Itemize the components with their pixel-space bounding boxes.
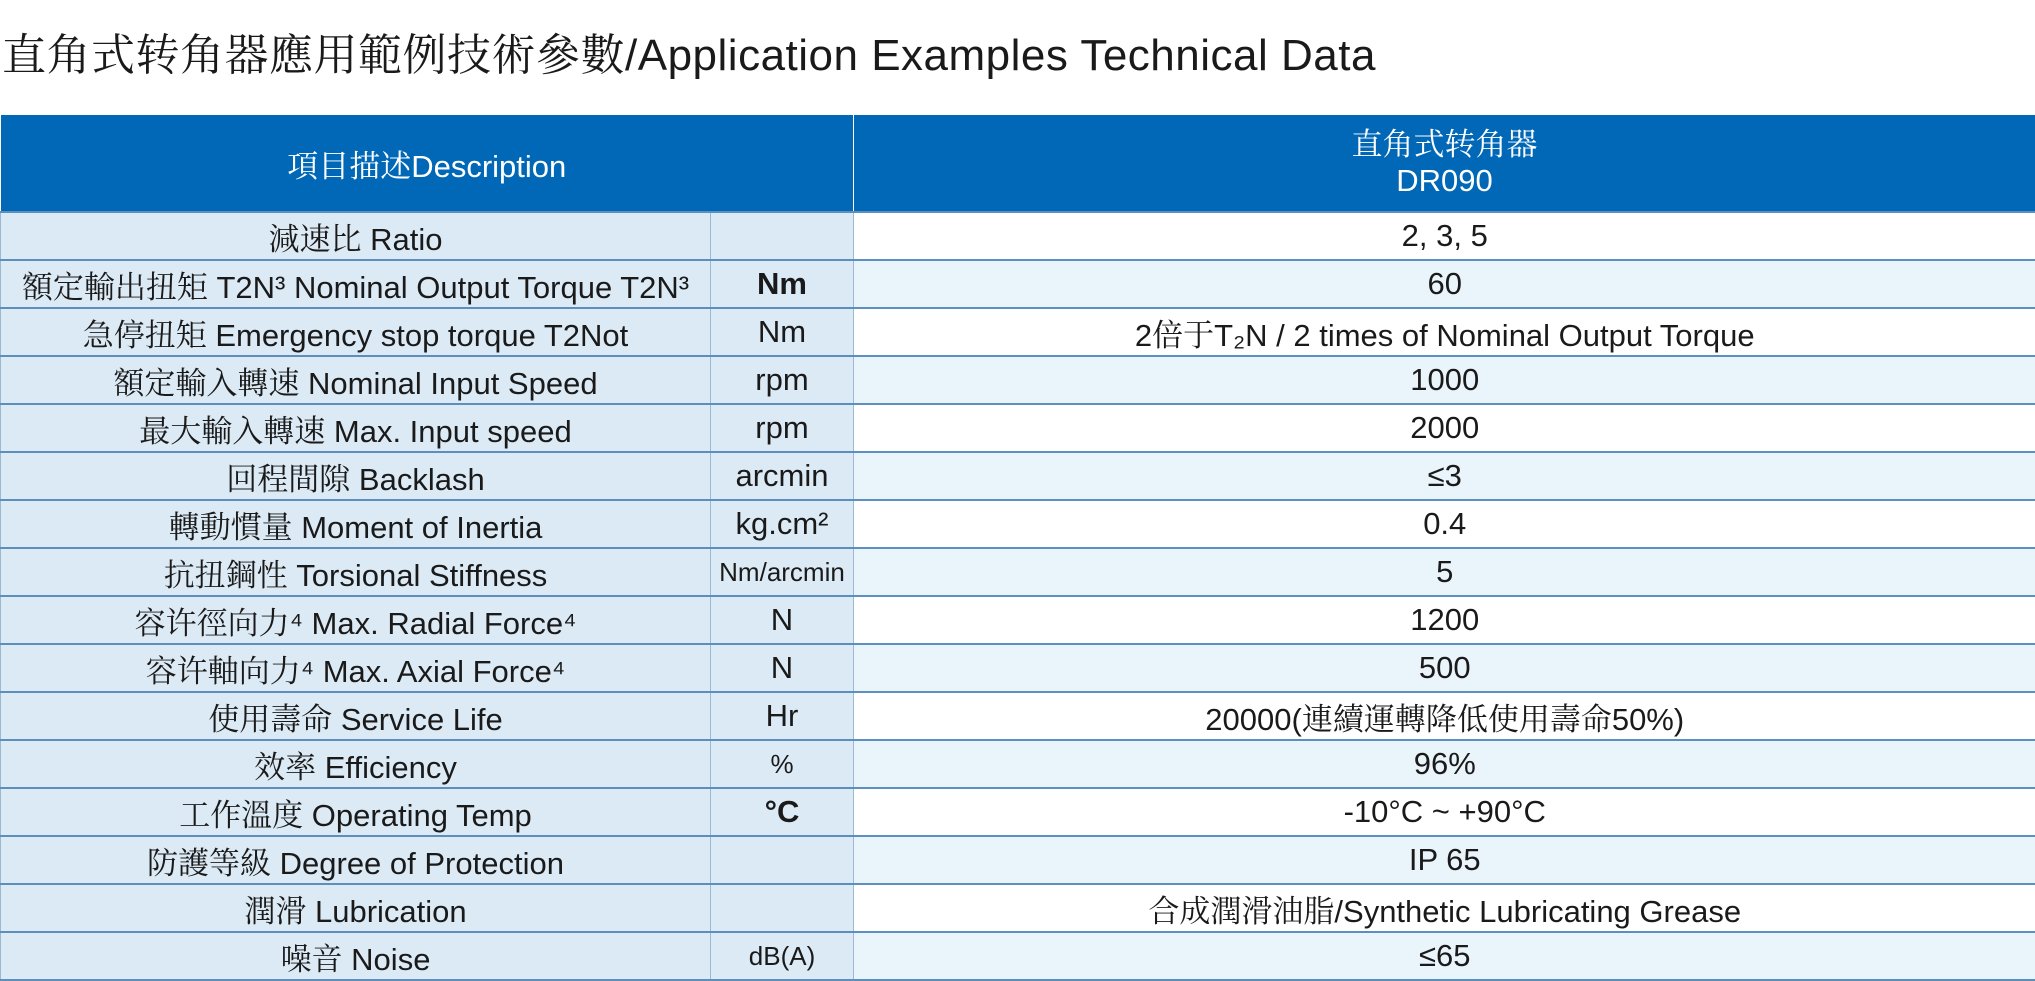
table-row (1, 308, 2035, 356)
row-description: 防護等級 Degree of Protection (1, 836, 711, 884)
row-unit: Hr (711, 692, 854, 740)
table-row (1, 212, 2035, 260)
row-value: 96% (854, 740, 2035, 788)
row-unit: rpm (711, 404, 854, 452)
table-row (1, 788, 2035, 836)
row-value: -10°C ~ +90°C (854, 788, 2035, 836)
row-description: 容许軸向力⁴ Max. Axial Force⁴ (1, 644, 711, 692)
row-unit: Nm (711, 260, 854, 308)
table-row (1, 644, 2035, 692)
row-description: 急停扭矩 Emergency stop torque T2Not (1, 308, 711, 356)
row-description: 回程間隙 Backlash (1, 452, 711, 500)
row-unit: % (711, 740, 854, 788)
row-value: 1000 (854, 356, 2035, 404)
row-value: IP 65 (854, 836, 2035, 884)
row-unit: rpm (711, 356, 854, 404)
row-unit (711, 836, 854, 884)
row-value: 60 (854, 260, 2035, 308)
table-row (1, 548, 2035, 596)
table-row (1, 404, 2035, 452)
model-header (854, 115, 2035, 212)
table-header-row (1, 115, 2035, 212)
table-row (1, 596, 2035, 644)
table-row (1, 500, 2035, 548)
row-value: 2, 3, 5 (854, 212, 2035, 260)
row-unit: arcmin (711, 452, 854, 500)
row-description: 潤滑 Lubrication (1, 884, 711, 932)
model-name: 直角式转角器 (855, 127, 2034, 163)
description-header: 項目描述Description (1, 115, 854, 212)
table-row (1, 932, 2035, 980)
row-description: 減速比 Ratio (1, 212, 711, 260)
row-unit: N (711, 596, 854, 644)
table-row (1, 884, 2035, 932)
row-unit: dB(A) (711, 932, 854, 980)
row-value: 合成潤滑油脂/Synthetic Lubricating Grease (854, 884, 2035, 932)
spec-table (0, 115, 2035, 981)
row-description: 噪音 Noise (1, 932, 711, 980)
row-unit: N (711, 644, 854, 692)
table-row (1, 692, 2035, 740)
row-description: 容许徑向力⁴ Max. Radial Force⁴ (1, 596, 711, 644)
row-description: 抗扭鋼性 Torsional Stiffness (1, 548, 711, 596)
row-description: 工作溫度 Operating Temp (1, 788, 711, 836)
row-unit: Nm (711, 308, 854, 356)
row-description: 效率 Efficiency (1, 740, 711, 788)
row-value: 1200 (854, 596, 2035, 644)
page-title: 直角式转角器應用範例技術參數/Application Examples Technical Data (2, 28, 1376, 84)
row-value: ≤3 (854, 452, 2035, 500)
row-unit: °C (711, 788, 854, 836)
row-unit: kg.cm² (711, 500, 854, 548)
row-value: 20000(連續運轉降低使用壽命50%) (854, 692, 2035, 740)
row-value: ≤65 (854, 932, 2035, 980)
row-value: 5 (854, 548, 2035, 596)
row-unit (711, 884, 854, 932)
table-row (1, 356, 2035, 404)
row-value: 500 (854, 644, 2035, 692)
row-unit (711, 212, 854, 260)
row-value: 2000 (854, 404, 2035, 452)
row-description: 最大輸入轉速 Max. Input speed (1, 404, 711, 452)
row-description: 轉動慣量 Moment of Inertia (1, 500, 711, 548)
table-row (1, 740, 2035, 788)
row-unit: Nm/arcmin (711, 548, 854, 596)
row-value: 0.4 (854, 500, 2035, 548)
model-code: DR090 (855, 163, 2034, 199)
row-value: 2倍于T₂N / 2 times of Nominal Output Torque (854, 308, 2035, 356)
table-row (1, 452, 2035, 500)
table-row (1, 260, 2035, 308)
table-row (1, 836, 2035, 884)
row-description: 使用壽命 Service Life (1, 692, 711, 740)
row-description: 額定輸出扭矩 T2N³ Nominal Output Torque T2N³ (1, 260, 711, 308)
row-description: 額定輸入轉速 Nominal Input Speed (1, 356, 711, 404)
